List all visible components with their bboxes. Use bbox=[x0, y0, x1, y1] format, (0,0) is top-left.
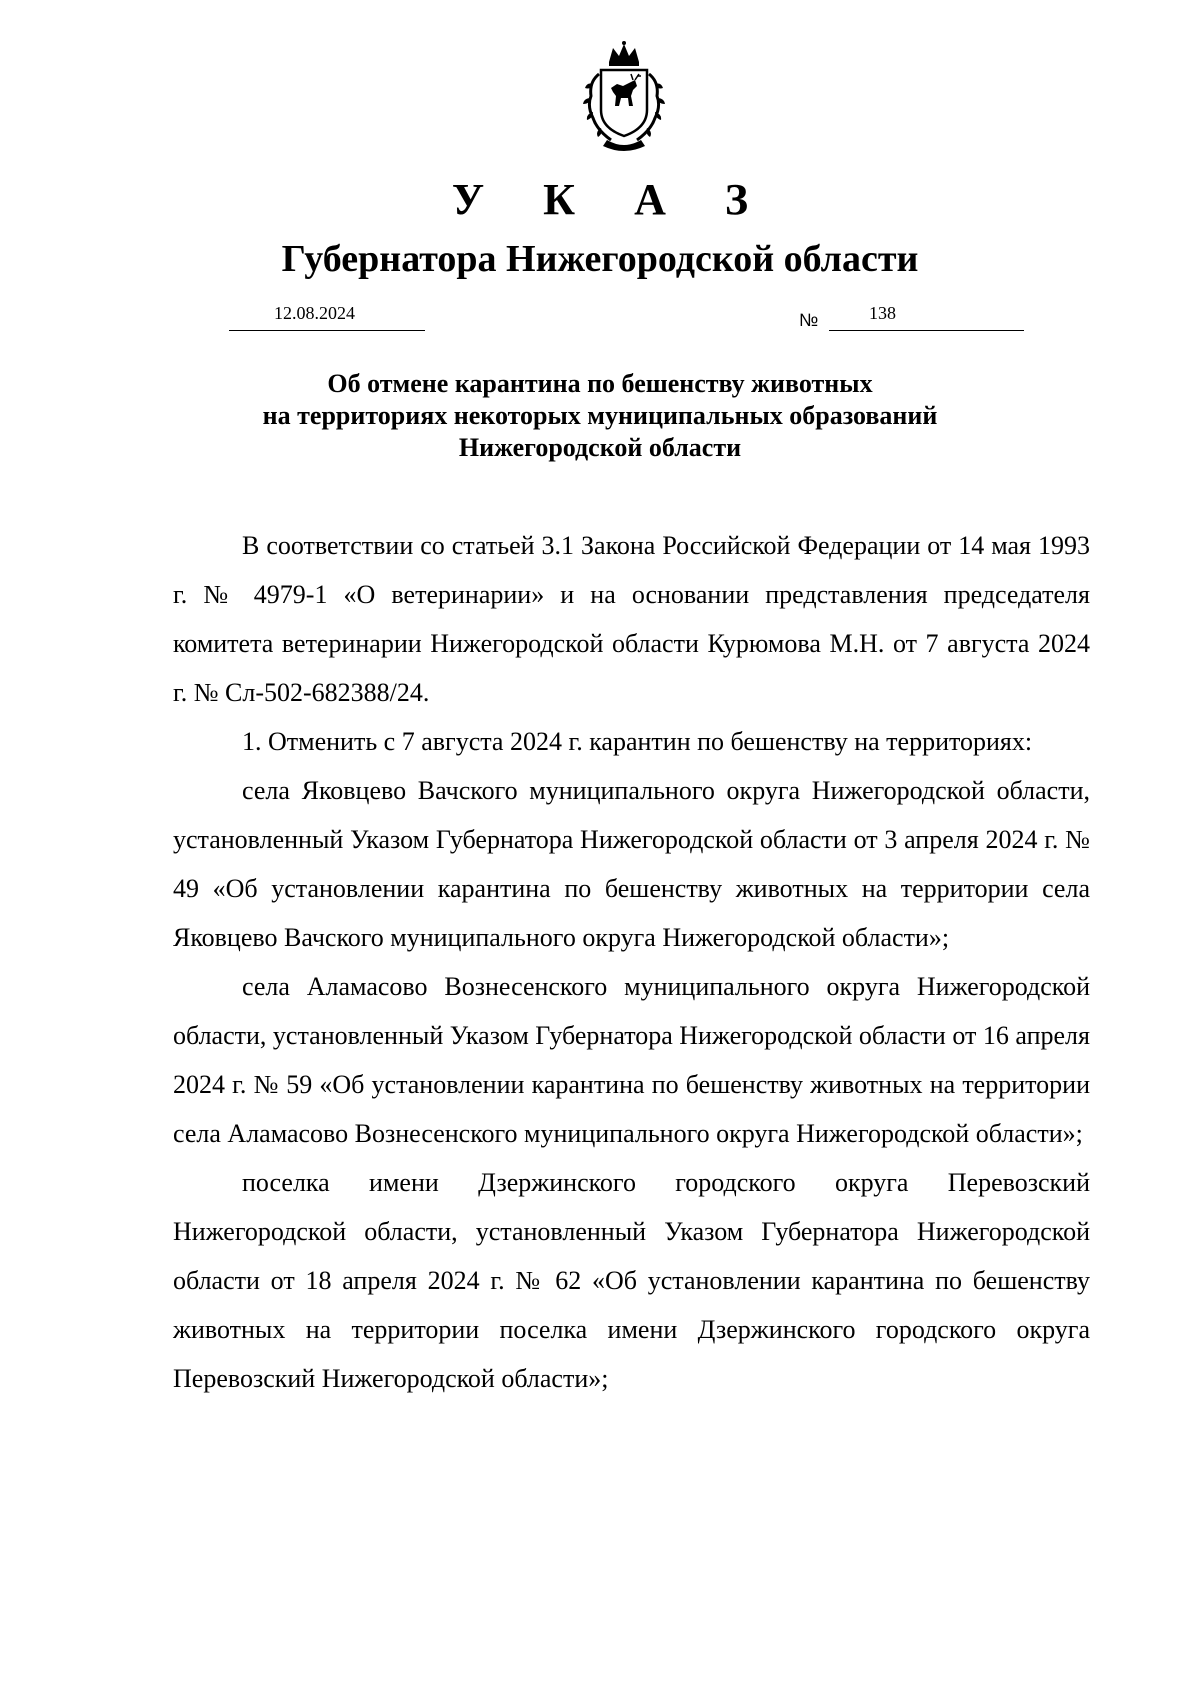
number-field bbox=[829, 300, 1024, 331]
document-title bbox=[0, 368, 1200, 464]
decree-heading: У К А З bbox=[451, 175, 773, 224]
title-line-1: Об отмене карантина по бешенству животных bbox=[327, 369, 873, 398]
title-line-3: Нижегородской области bbox=[458, 433, 742, 462]
decree-number: 138 bbox=[869, 303, 896, 323]
paragraph-yakovtsevo: села Яковцево Вачского муниципального округа Нижегородской области, установленный Указом Губернатора Нижегородской области от 3 апреля 2024 г. № 49 «Об установлении карантина по бешенству животных на территории села Яковцево Вачского муниципального округа Нижегородской области»; bbox=[173, 776, 1090, 952]
coat-of-arms-icon bbox=[571, 40, 677, 152]
document-body bbox=[173, 521, 1090, 1403]
paragraph-preamble: В соответствии со статьей 3.1 Закона Российской Федерации от 14 мая 1993 г. № 4979-1 «О ветеринарии» и на основании представления председателя комитета ветеринарии Нижегородской области Курюмова М.Н. от 7 августа 2024 г. № Сл-502-682388/24. bbox=[173, 531, 1090, 707]
decree-date: 12.08.2024 bbox=[274, 303, 355, 323]
paragraph-alamasovo: села Аламасово Вознесенского муниципального округа Нижегородской области, установленный Указом Губернатора Нижегородской области от 16 апреля 2024 г. № 59 «Об установлении карантина по бешенству животных на территории села Аламасово Вознесенского муниципального округа Нижегородской области»; bbox=[173, 972, 1090, 1148]
date-field bbox=[229, 300, 425, 331]
number-label: № bbox=[799, 310, 819, 330]
paragraph-dzerzhinsky: поселка имени Дзержинского городского округа Перевозский Нижегородской области, установленный Указом Губернатора Нижегородской области от 18 апреля 2024 г. № 62 «Об установлении карантина по бешенству животных на территории поселка имени Дзержинского городского округа Перевозский Нижегородской области»; bbox=[173, 1168, 1090, 1393]
issuer-heading: Губернатора Нижегородской области bbox=[281, 238, 919, 280]
paragraph-item-1: 1. Отменить с 7 августа 2024 г. карантин по бешенству на территориях: bbox=[242, 727, 1033, 756]
title-line-2: на территориях некоторых муниципальных образований bbox=[262, 401, 938, 430]
